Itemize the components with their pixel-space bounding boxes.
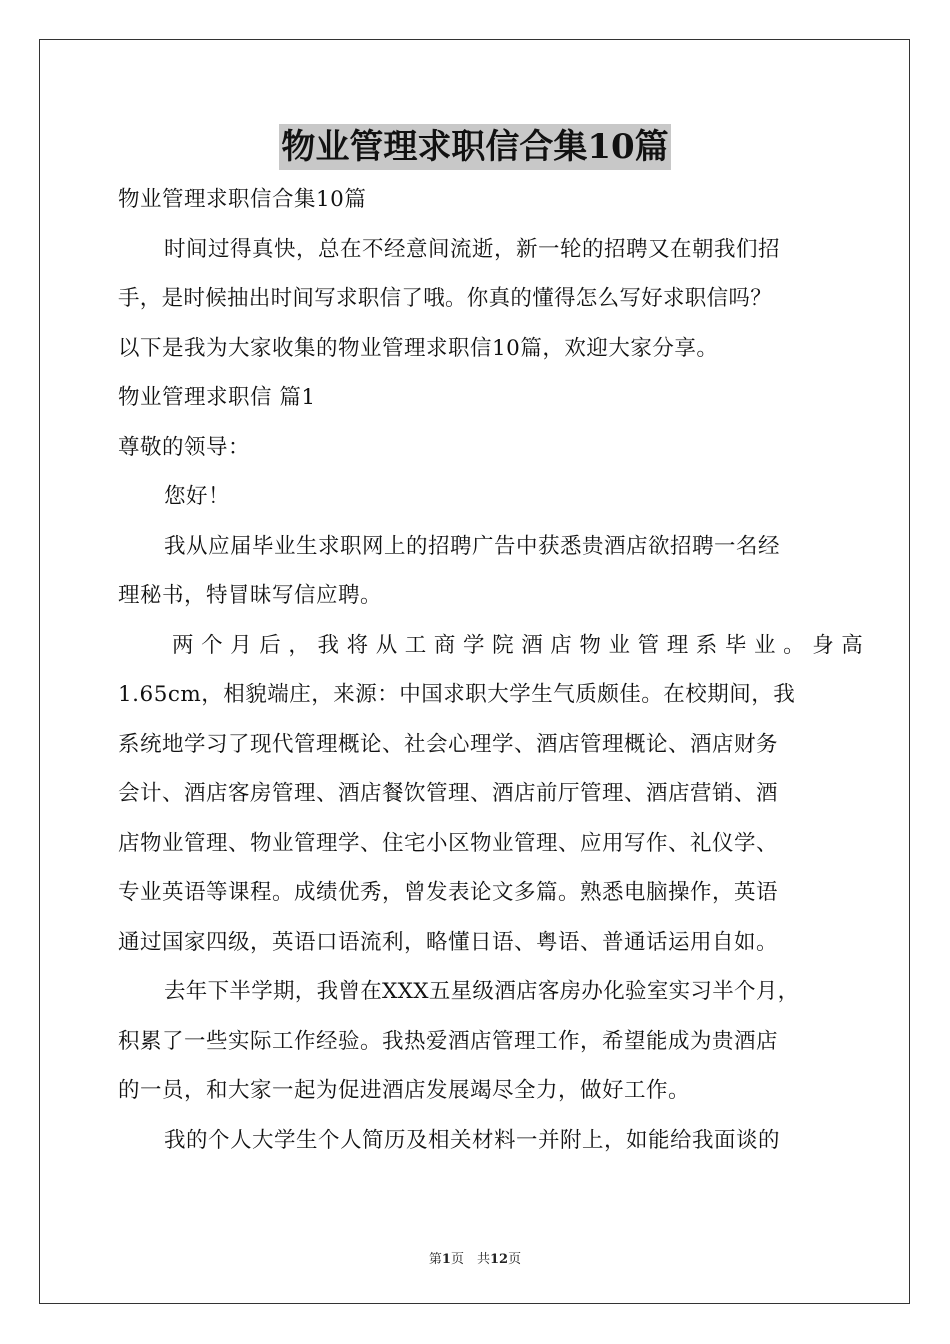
paragraph-line: 专业英语等课程。成绩优秀，曾发表论文多篇。熟悉电脑操作，英语 bbox=[118, 880, 779, 905]
document-title: 物业管理求职信合集10篇 bbox=[279, 124, 670, 170]
paragraph-line: 积累了一些实际工作经验。我热爱酒店管理工作，希望能成为贵酒店 bbox=[118, 1028, 779, 1054]
paragraph-line: 时间过得真快，总在不经意间流逝，新一轮的招聘又在朝我们招 bbox=[164, 236, 781, 262]
section-heading: 物业管理求职信 篇1 bbox=[118, 385, 316, 410]
salutation: 尊敬的领导： bbox=[118, 434, 251, 460]
paragraph-line: 理秘书，特冒昧写信应聘。 bbox=[118, 583, 383, 608]
footer-suffix: 页 bbox=[508, 1252, 522, 1267]
paragraph-line: 的一员，和大家一起为促进酒店发展竭尽全力，做好工作。 bbox=[118, 1078, 691, 1103]
paragraph-line: 两个月后，我将从工商学院酒店物业管理系毕业。身高 bbox=[172, 632, 871, 658]
subtitle-line: 物业管理求职信合集10篇 bbox=[118, 187, 367, 212]
greeting: 您好！ bbox=[164, 484, 231, 509]
paragraph-line: 手，是时候抽出时间写求职信了哦。你真的懂得怎么写好求职信吗？ bbox=[118, 286, 773, 311]
paragraph-line: 1.65cm，相貌端庄，来源：中国求职大学生气质颇佳。在校期间，我 bbox=[118, 682, 796, 707]
paragraph-line: 我从应届毕业生求职网上的招聘广告中获悉贵酒店欲招聘一名经 bbox=[164, 533, 781, 559]
footer-current-page: 1 bbox=[441, 1252, 451, 1267]
paragraph-line: 会计、酒店客房管理、酒店餐饮管理、酒店前厅管理、酒店营销、酒 bbox=[118, 781, 779, 806]
footer-total-pages: 12 bbox=[489, 1252, 509, 1267]
paragraph-line: 系统地学习了现代管理概论、社会心理学、酒店管理概论、酒店财务 bbox=[118, 731, 779, 757]
paragraph-line: 我的个人大学生个人简历及相关材料一并附上，如能给我面谈的 bbox=[164, 1127, 781, 1153]
footer-middle: 页 共 bbox=[450, 1252, 490, 1267]
paragraph-line: 以下是我为大家收集的物业管理求职信10篇，欢迎大家分享。 bbox=[118, 335, 719, 361]
paragraph-line: 去年下半学期，我曾在XXX五星级酒店客房办化验室实习半个月， bbox=[164, 979, 800, 1004]
paragraph-line: 店物业管理、物业管理学、住宅小区物业管理、应用写作、礼仪学、 bbox=[118, 830, 779, 856]
title-container bbox=[0, 124, 950, 170]
document-body bbox=[118, 175, 871, 1165]
footer-prefix: 第 bbox=[428, 1252, 442, 1267]
paragraph-line: 通过国家四级，英语口语流利，略懂日语、粤语、普通话运用自如。 bbox=[118, 929, 779, 955]
page-footer bbox=[0, 1248, 950, 1267]
